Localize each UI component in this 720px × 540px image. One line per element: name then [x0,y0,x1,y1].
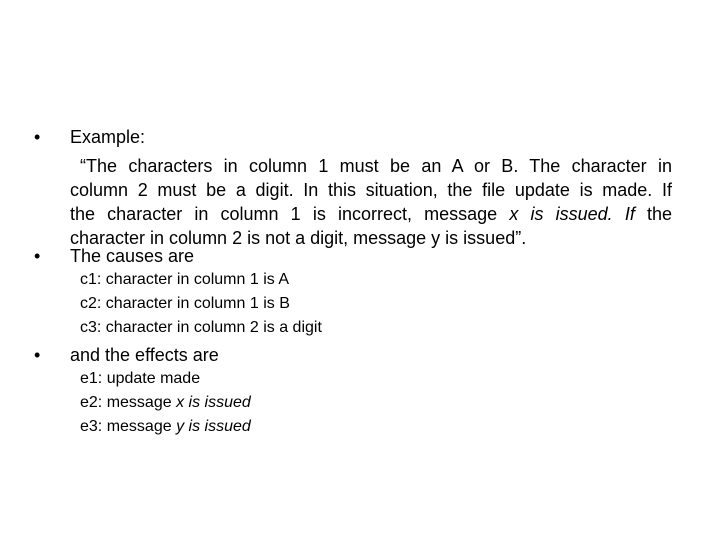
bullet-dot-icon: • [34,127,41,147]
effect-item [80,415,251,439]
quote-line-3-a: the character in column 1 is incorrect, message [70,204,510,224]
effect-prefix: e1: update made [80,370,201,387]
quote-line-2: column 2 must be a digit. In this situation, the file update is made. If [70,180,672,200]
quote-line-3-italic: x is issued. If [509,204,635,224]
bullet-dot-icon: • [34,246,41,266]
effect-prefix: e2: message [80,394,177,411]
effects-label: and the effects are [70,345,219,365]
causes-label: The causes are [70,246,195,266]
effect-italic: x is issued [176,394,251,411]
cause-item: c1: character in column 1 is A [80,271,289,288]
effect-italic: y is issued [176,418,251,435]
effects-list [80,367,251,439]
quote-line-3-c: the [634,204,672,224]
effect-prefix: e3: message [80,418,177,435]
bullet-dot-icon: • [34,345,41,365]
quote-line-1: “The characters in column 1 must be an A or B. The character in [80,156,672,176]
effect-item [80,367,251,391]
cause-item: c2: character in column 1 is B [80,295,290,312]
quote-line-3 [70,202,672,226]
causes-list [80,268,322,340]
quote-line-4: character in column 2 is not a digit, message y is issued”. [70,228,527,248]
requirement-quote [70,154,672,250]
cause-item: c3: character in column 2 is a digit [80,319,322,336]
effect-item [80,391,251,415]
example-label: Example: [70,127,146,147]
